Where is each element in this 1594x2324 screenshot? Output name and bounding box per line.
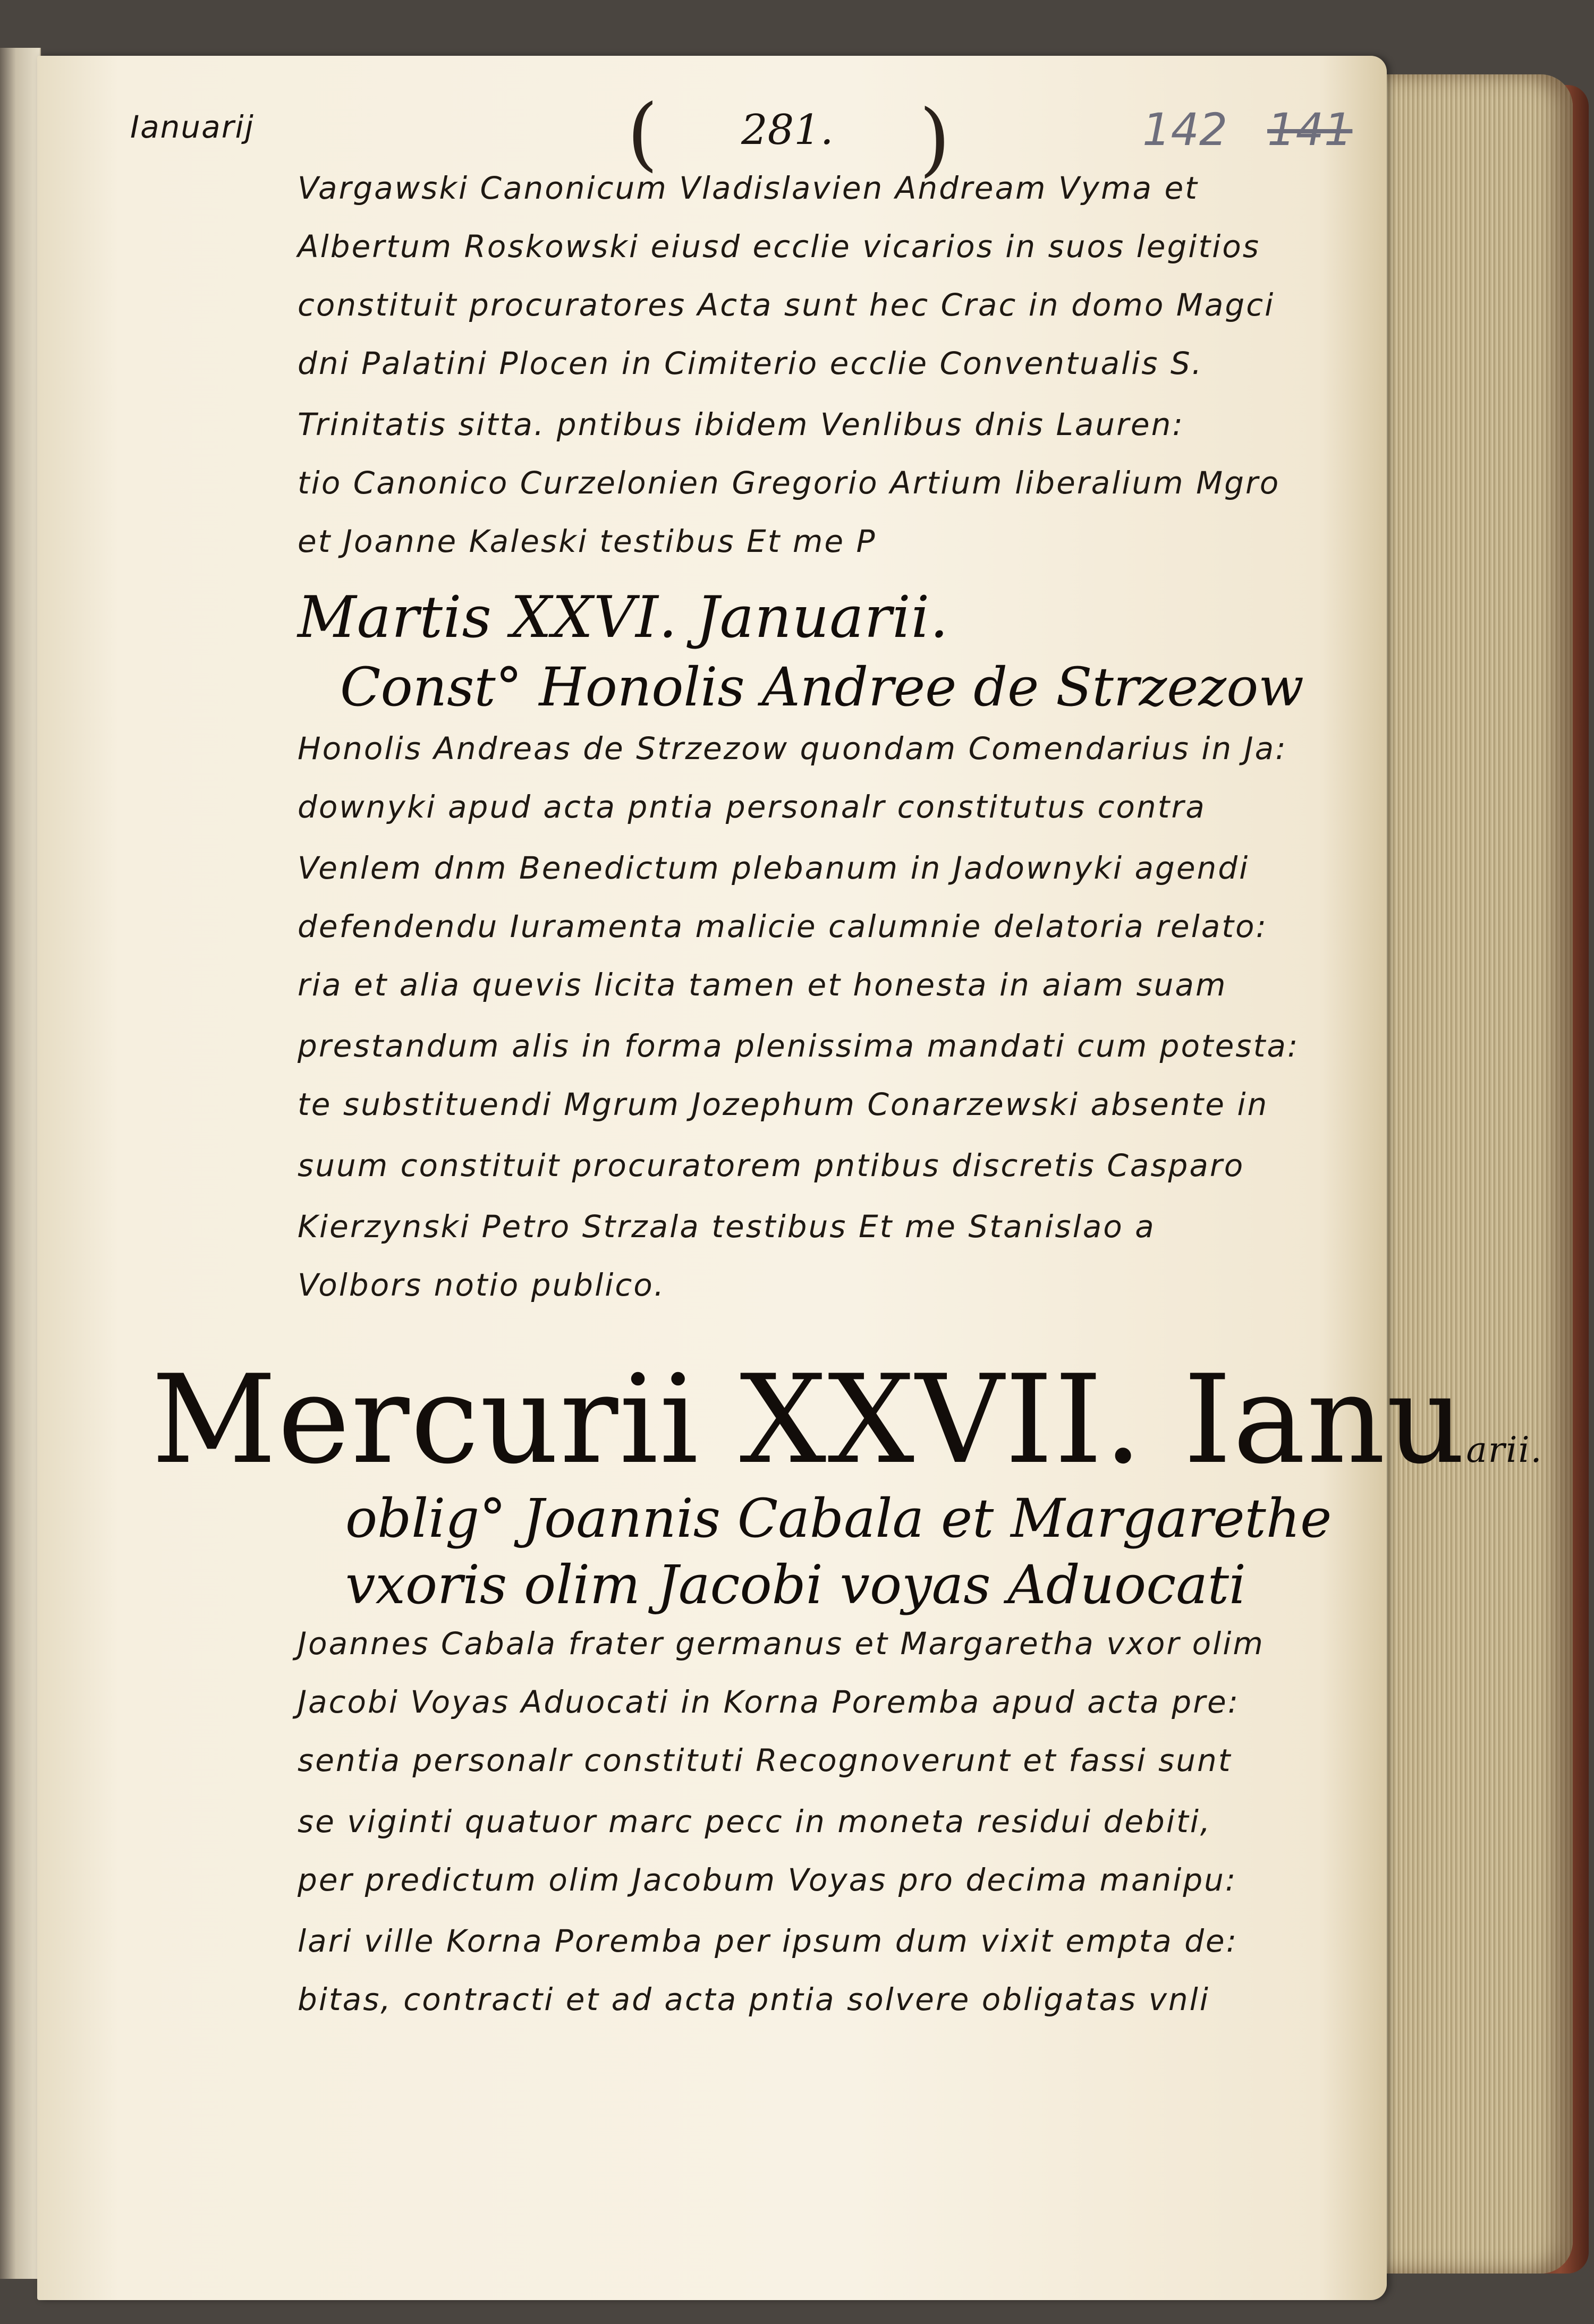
text-line: dni Palatini Plocen in Cimiterio ecclie Conventualis S. — [298, 345, 1203, 381]
margin-note: Ianuarij — [130, 109, 255, 145]
text-line: defendendu Iuramenta malicie calumnie delatoria relato: — [298, 908, 1268, 944]
book-fore-edge — [1376, 74, 1573, 2274]
heading-main-text: Mercurii XXVII. Ianu — [151, 1349, 1466, 1491]
text-line: lari ville Korna Poremba per ipsum dum vixit empta de: — [298, 1923, 1239, 1959]
text-line: Albertum Roskowski eiusd ecclie vicarios in suos legitios — [298, 228, 1260, 265]
entry-title: oblig° Joannis Cabala et Margarethe — [345, 1487, 1332, 1550]
text-line: sentia personalr constituti Recognoverunt et fassi sunt — [298, 1742, 1232, 1778]
text-line: Venlem dnm Benedictum plebanum in Jadownyki agendi — [298, 850, 1250, 886]
text-line: Kierzynski Petro Strzala testibus Et me Stanislao a — [298, 1208, 1156, 1245]
entry-date-heading: Martis XXVI. Januarii. — [298, 584, 949, 651]
text-line: ria et alia quevis licita tamen et honesta in aiam suam — [298, 967, 1227, 1003]
folio-number-struck: 141 — [1267, 104, 1353, 156]
text-line: et Joanne Kaleski testibus Et me P — [298, 523, 877, 559]
page-number: 281. — [741, 106, 834, 154]
text-line: per predictum olim Jacobum Voyas pro decima manipu: — [298, 1862, 1237, 1898]
left-brace-mark: ( — [627, 88, 658, 180]
heading-tail-text: arii. — [1466, 1429, 1543, 1470]
text-line: tio Canonico Curzelonien Gregorio Artium liberalium Mgro — [298, 465, 1281, 501]
text-line: Volbors notio publico. — [298, 1267, 666, 1303]
entry-title: Const° Honolis Andree de Strzezow — [340, 656, 1304, 718]
text-line: bitas, contracti et ad acta pntia solvere obligatas vnli — [298, 1981, 1210, 2017]
text-line: Vargawski Canonicum Vladislavien Andream Vyma et — [298, 170, 1199, 206]
text-line: Honolis Andreas de Strzezow quondam Comendarius in Ja: — [298, 730, 1287, 767]
text-line: downyki apud acta pntia personalr constitutus contra — [298, 789, 1206, 825]
text-line: Jacobi Voyas Aduocati in Korna Poremba apud acta pre: — [298, 1684, 1240, 1720]
text-line: Trinitatis sitta. pntibus ibidem Venlibus dnis Lauren: — [298, 406, 1184, 442]
folio-number: 142 — [1142, 104, 1228, 156]
text-line: prestandum alis in forma plenissima mandati cum potesta: — [298, 1028, 1300, 1064]
text-line: Joannes Cabala frater germanus et Margaretha vxor olim — [298, 1625, 1265, 1662]
text-line: constituit procuratores Acta sunt hec Crac in domo Magci — [298, 287, 1275, 323]
previous-leaf-edge — [0, 48, 41, 2279]
entry-title-continued: vxoris olim Jacobi voyas Aduocati — [345, 1554, 1247, 1616]
text-line: se viginti quatuor marc pecc in moneta residui debiti, — [298, 1803, 1212, 1840]
text-line: te substituendi Mgrum Jozephum Conarzewski absente in — [298, 1086, 1269, 1122]
right-brace-mark: ) — [919, 93, 951, 185]
entry-date-heading-large — [151, 1349, 1543, 1491]
text-line: suum constituit procuratorem pntibus discretis Casparo — [298, 1147, 1245, 1184]
